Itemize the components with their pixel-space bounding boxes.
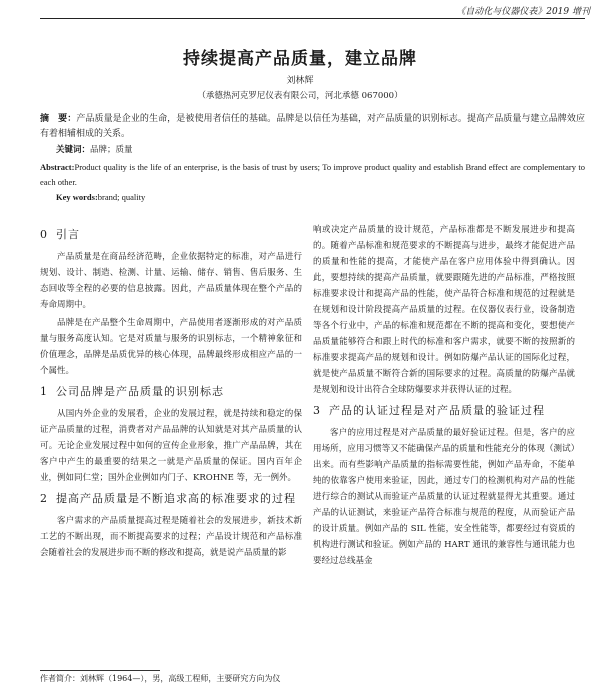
section-number: 2 [40, 492, 48, 505]
section-number: 3 [313, 404, 321, 417]
abstract-en-text: Product quality is the life of an enterprise, is the basis of trust by users; To improve product quality and establish Brand effect are complementary to each other. [40, 162, 585, 187]
footnote-rule [40, 670, 160, 671]
paragraph: 从国内外企业的发展看，企业的发展过程，就是持续和稳定的保证产品质量的过程，消费者对产品品牌的认知就是对其产品质量的认可。无论企业发展过程中如何的宣传企业形象，推广产品品牌，其在客户中产生的最重要的结果之一就是产品质量的保证。国内百年企业，例如同仁堂；国外企业例如内门子、KROHNE 等，无一例外。 [40, 409, 302, 483]
abstract-cn [40, 112, 585, 142]
keywords-en-text: brand; quality [97, 192, 146, 202]
section-number: 0 [40, 228, 48, 241]
header-rule [40, 18, 585, 19]
paragraph: 品牌是在产品整个生命周期中，产品使用者逐渐形成的对产品质量与服务高度认知。它是对质量与服务的识别标志，一个精神象征和价值理念，品牌是品质优异的核心体现，品牌最终形成相应产品的一个属性。 [40, 318, 302, 376]
keywords-en-label: Key words: [56, 192, 98, 202]
section-title: 提高产品质量是不断追求高的标准要求的过程 [56, 492, 296, 505]
abstract-en [40, 160, 585, 190]
paper-title: 持续提高产品质量，建立品牌 [183, 49, 417, 69]
author: 刘林辉 [286, 76, 314, 86]
affiliation: （承德热河克罗尼仪表有限公司，河北承德 067000） [197, 91, 403, 101]
abstract-label: 摘 要： [40, 114, 77, 124]
right-column [313, 222, 575, 571]
keywords-en [56, 192, 145, 202]
journal-header: 《自动化与仪器仪表》2019 增刊 [456, 7, 590, 17]
section-heading-2 [40, 490, 302, 507]
section-heading-1 [40, 383, 302, 400]
author-footnote: 作者简介：刘林辉（1964—），男，高级工程师，主要研究方向为仪 [40, 674, 281, 683]
paragraph: 客户需求的产品质量提高过程是随着社会的发展进步，新技术新工艺的不断出现，而不断提高要求的过程；产品设计规范和产品标准会随着社会的发展进步而不断的修改和提高，就是说产品质量的影 [40, 516, 302, 558]
keywords-cn [56, 143, 133, 155]
section-heading-3 [313, 402, 575, 419]
keywords-cn-text: 品牌；质量 [90, 145, 133, 155]
paragraph: 客户的应用过程是对产品质量的最好验证过程。但是，客户的应用场所，应用习惯等又不能确保产品的质量和性能充分的体现（测试）出来。而有些影响产品质量的指标需要性能，例如产品寿命，不能单纯的依靠客户使用来验证，因此，通过专门的检测机构对产品的性能进行综合的测试从而验证产品质量的认证过程就显得尤其重要。通过产品的认证测试，来验证产品符合标准与规范的程度，从而验证产品的设计质量。例如产品的 SIL 性能，安全性能等，都要经过有资质的机构进行测试和验证。例如产品的 HART 通讯的兼容性与通讯能力也要经过总线基金 [313, 428, 575, 566]
section-number: 1 [40, 385, 48, 398]
section-title: 公司品牌是产品质量的识别标志 [56, 385, 224, 398]
left-column [40, 222, 302, 563]
section-heading-0 [40, 226, 302, 243]
section-title: 引言 [56, 228, 80, 241]
abstract-cn-text: 产品质量是企业的生命，是被使用者信任的基础。品牌是以信任为基础，对产品质量的识别标志。提高产品质量与建立品牌效应有着相辅相成的关系。 [40, 114, 585, 139]
paragraph: 响或决定产品质量的设计规范，产品标准都是不断发展进步和提高的。随着产品标准和规范要求的不断提高与进步，最终才能促进产品的质量和性能的提高，才能使产品在客户应用体验中得到确认。因此，要想持续的提高产品质量，就要跟随先进的产品标准，严格按照标准要求设计和提高产品的性能，使产品符合标准和规范的过程就是在规划和设计阶段提高产品质量的过程。在仪器仪表行业，设备制造等各个行业中，产品的标准和规范都在不断的提高和变化，要想使产品质量能够符合和跟上时代的标准和客户需求，就要不断的按照新的标准要求提高产品的规划和设计。例如防爆产品认证的国际化过程，就是使产品质量不断符合新的国际要求的过程。高质量的防爆产品就是规划和设计出符合全球防爆要求并获得认证的过程。 [313, 225, 575, 395]
keywords-label: 关键词： [56, 145, 91, 155]
paragraph: 产品质量是在商品经济范畴，企业依据特定的标准，对产品进行规划、设计、制造、检测、计量、运输、储存、销售、售后服务、生态回收等全程的必要的信息披露。因此，产品质量体现在整个产品的寿命周期中。 [40, 252, 302, 310]
section-title: 产品的认证过程是对产品质量的验证过程 [329, 404, 545, 417]
abstract-en-label: Abstract: [40, 162, 75, 172]
